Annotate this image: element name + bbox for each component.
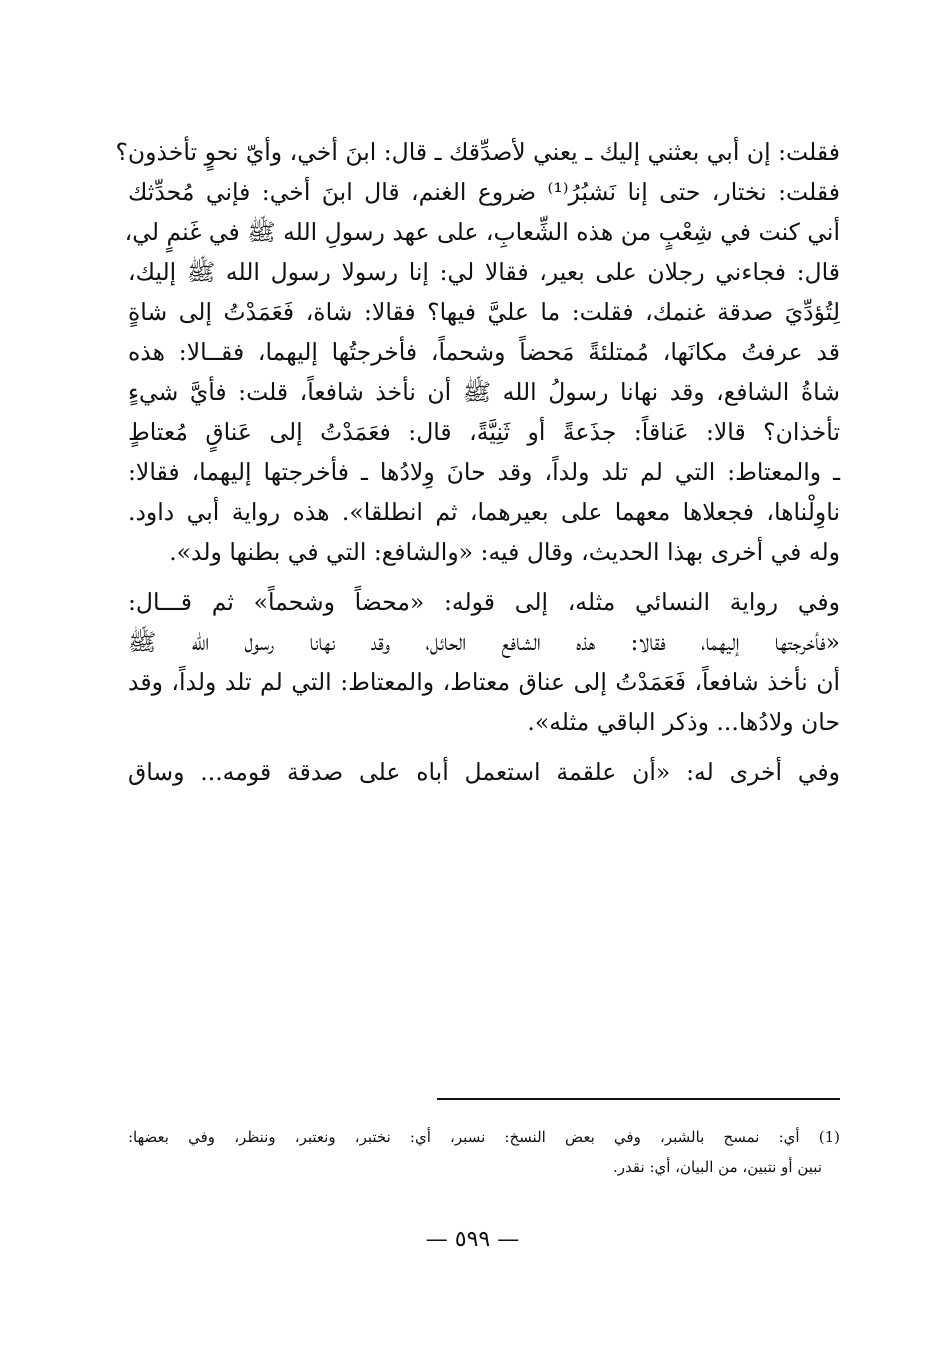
paragraph-gap — [128, 742, 840, 752]
footnote-line: نبين أو نتبين، من البيان، أي: نقدر. — [613, 1158, 822, 1176]
text-line: فقلت: نختار، حتى إنا نَشبُرُ⁽¹⁾ ضروع الغنم، قال ابنَ أخي: فإني مُحدِّثك — [128, 178, 840, 206]
text-line: لِتُؤدِّيَ صدقة غنمك، فقلت: ما عليَّ فيها؟ فقالا: شاة، فَعَمَدْتُ إلى شاةٍ — [128, 298, 840, 326]
footnote-separator — [437, 1098, 840, 1100]
footnotes — [128, 1122, 840, 1182]
text-line: حان ولادُها... وذكر الباقي مثله». — [527, 708, 840, 736]
text-line: ناوِلْناها، فجعلاها معهما على بعيرهما، ثم انطلقا». هذه رواية أبي داود. — [128, 498, 840, 526]
text-line: «فأخرجتها إليهما، فقالا: هذه الشافع الحائل، وقد نهانا رسول الله ﷺ — [128, 628, 840, 656]
text-line: فقلت: إن أبي بعثني إليك ـ يعني لأصدِّقك ـ قال: ابنَ أخي، وأيّ نحوٍ تأخذون؟ — [115, 138, 840, 166]
text-line: ـ والمعتاط: التي لم تلد ولداً، وقد حانَ وِلادُها ـ فأخرجتها إليهما، فقالا: — [128, 458, 840, 486]
text-line: أني كنت في شِعْبٍ من هذه الشِّعابِ، على عهد رسولِ الله ﷺ في غَنمٍ لي، — [124, 218, 840, 246]
main-text — [115, 132, 840, 792]
text-line: قال: فجاءني رجلان على بعير، فقالا لي: إنا رسولا رسول الله ﷺ إليك، — [128, 258, 840, 286]
text-line: وفي رواية النسائي مثله، إلى قوله: «محضاً وشحماً» ثم قـــال: — [128, 588, 840, 616]
paragraph-gap — [128, 572, 840, 582]
text-line: أن نأخذ شافعاً، فَعَمَدْتُ إلى عناق معتاط، والمعتاط: التي لم تلد ولداً، وقد — [128, 668, 840, 696]
page-number: — ٥٩٩ — — [425, 1227, 520, 1252]
text-line: وفي أخرى له: «أن علقمة استعمل أباه على صدقة قومه... وساق — [128, 758, 840, 786]
text-line: قد عرفتُ مكانَها، مُمتلئةً مَحضاً وشحماً، فأخرجتُها إليهما، فقــالا: هذه — [128, 338, 840, 366]
text-line: تأخذان؟ قالا: عَناقاً: جذَعةً أو ثَنِيَّةً، قال: فعَمَدْتُ إلى عَناقٍ مُعتاطٍ — [128, 418, 840, 446]
text-line: وله في أخرى بهذا الحديث، وقال فيه: «والشافع: التي في بطنها ولد». — [169, 538, 840, 566]
text-line: شاةُ الشافع، وقد نهانا رسولُ الله ﷺ أن نأخذ شافعاً، قلت: فأيَّ شيءٍ — [128, 378, 840, 406]
footnote-line: (1) أي: نمسح بالشبر، وفي بعض النسخ: نسبر، أي: نختبر، ونعتبر، وننظر، وفي بعضها: — [128, 1128, 840, 1146]
